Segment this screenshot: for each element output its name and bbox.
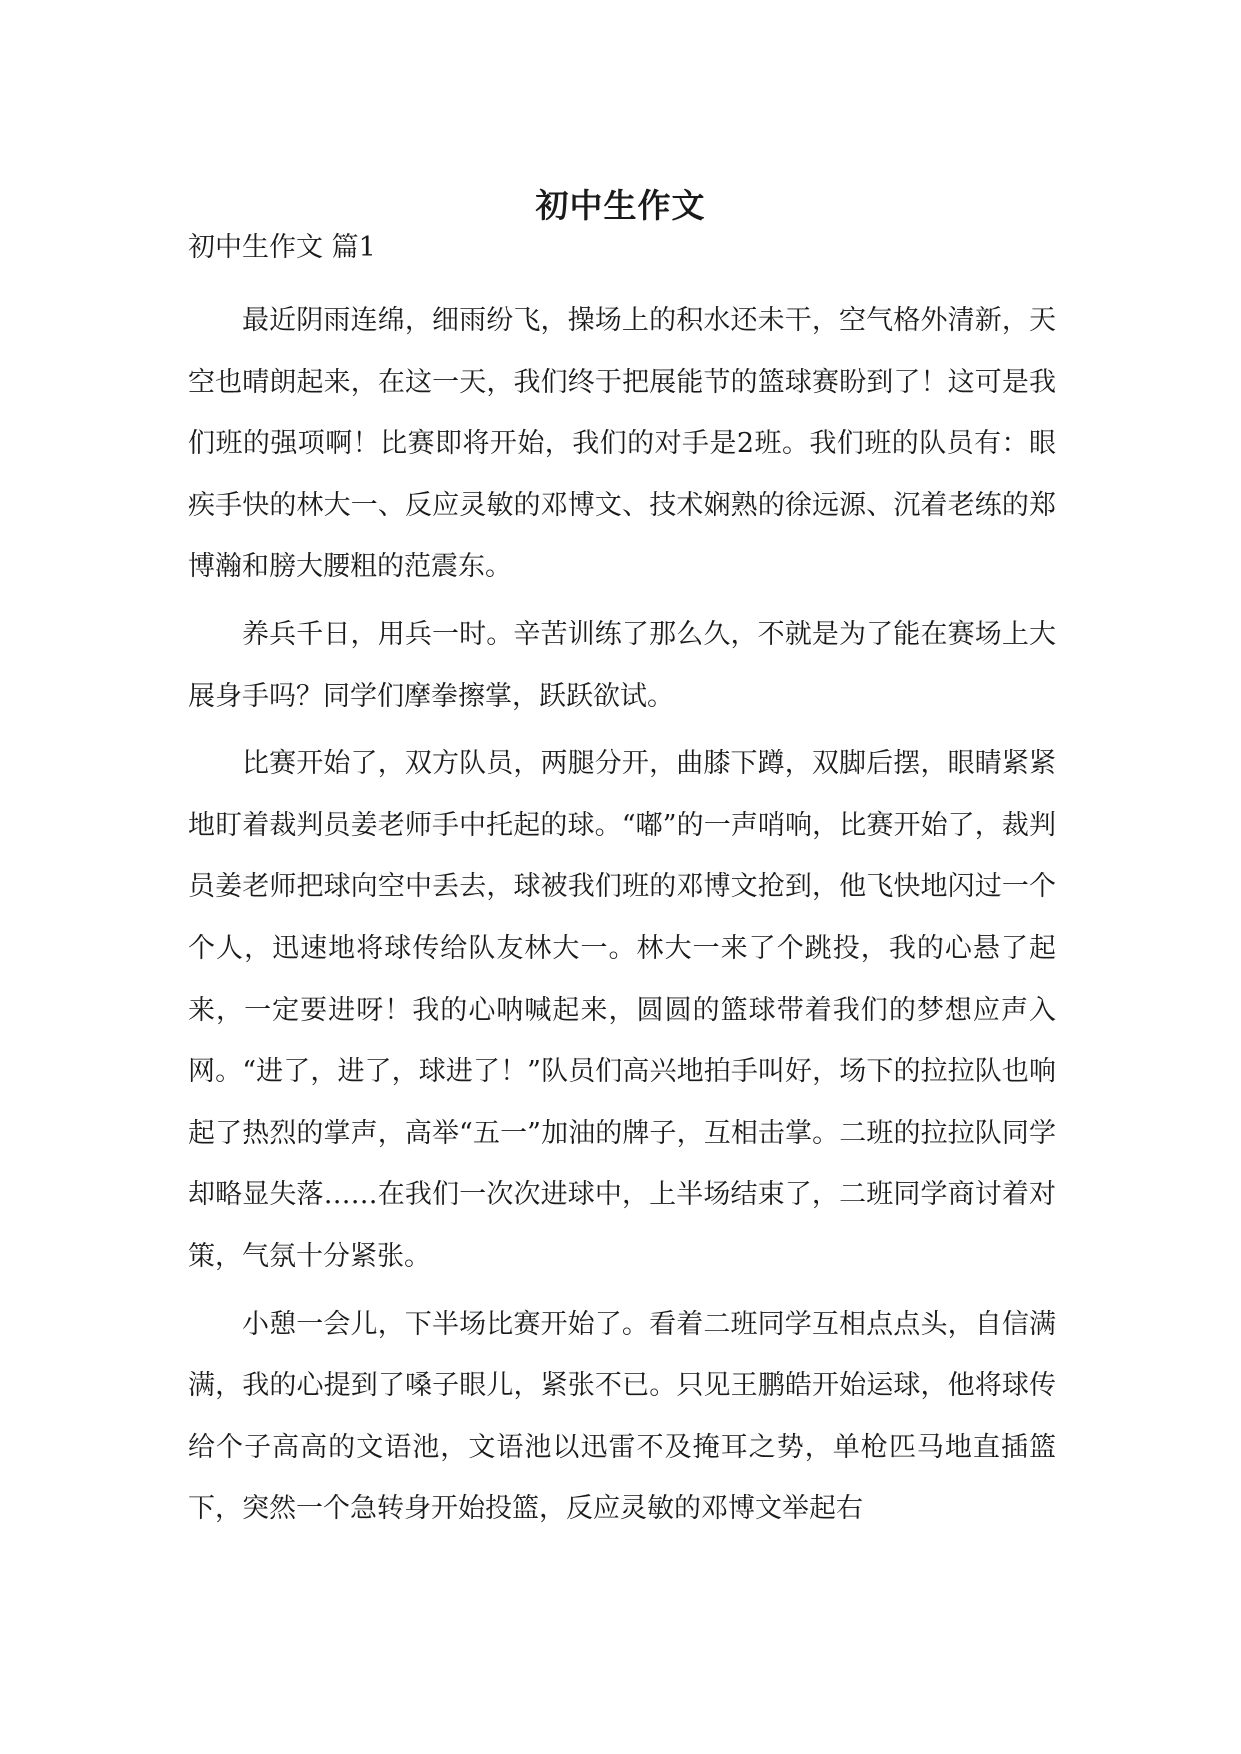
paragraph: 养兵千日，用兵一时。辛苦训练了那么久，不就是为了能在赛场上大展身手吗？同学们摩拳擦掌，跃跃欲试。 (188, 618, 1056, 712)
section-heading: 初中生作文 篇1 (188, 232, 376, 263)
paragraph: 比赛开始了，双方队员，两腿分开，曲膝下蹲，双脚后摆，眼睛紧紧地盯着裁判员姜老师手中托起的球。“嘟”的一声哨响，比赛开始了，裁判员姜老师把球向空中丢去，球被我们班的邓博文抢到，他飞快地闪过一个个人，迅速地将球传给队友林大一。林大一来了个跳投，我的心悬了起来，一定要进呀！我的心呐喊起来，圆圆的篮球带着我们的梦想应声入网。“进了，进了，球进了！”队员们高兴地拍手叫好，场下的拉拉队也响起了热烈的掌声，高举“五一”加油的牌子，互相击掌。二班的拉拉队同学却略显失落……在我们一次次进球中，上半场结束了，二班同学商讨着对策，气氛十分紧张。 (188, 748, 1056, 1272)
essay-body (188, 290, 1056, 1546)
paragraph: 最近阴雨连绵，细雨纷飞，操场上的积水还未干，空气格外清新，天空也晴朗起来，在这一天，我们终于把展能节的篮球赛盼到了！这可是我们班的强项啊！比赛即将开始，我们的对手是2班。我们班的队员有：眼疾手快的林大一、反应灵敏的邓博文、技术娴熟的徐远源、沉着老练的郑博瀚和膀大腰粗的范震东。 (188, 305, 1056, 583)
document-title: 初中生作文 (535, 186, 706, 226)
paragraph: 小憩一会儿，下半场比赛开始了。看着二班同学互相点点头，自信满满，我的心提到了嗓子眼儿，紧张不已。只见王鹏皓开始运球，他将球传给个子高高的文语池，文语池以迅雷不及掩耳之势，单枪匹马地直插篮下，突然一个急转身开始投篮，反应灵敏的邓博文举起右 (188, 1308, 1056, 1525)
